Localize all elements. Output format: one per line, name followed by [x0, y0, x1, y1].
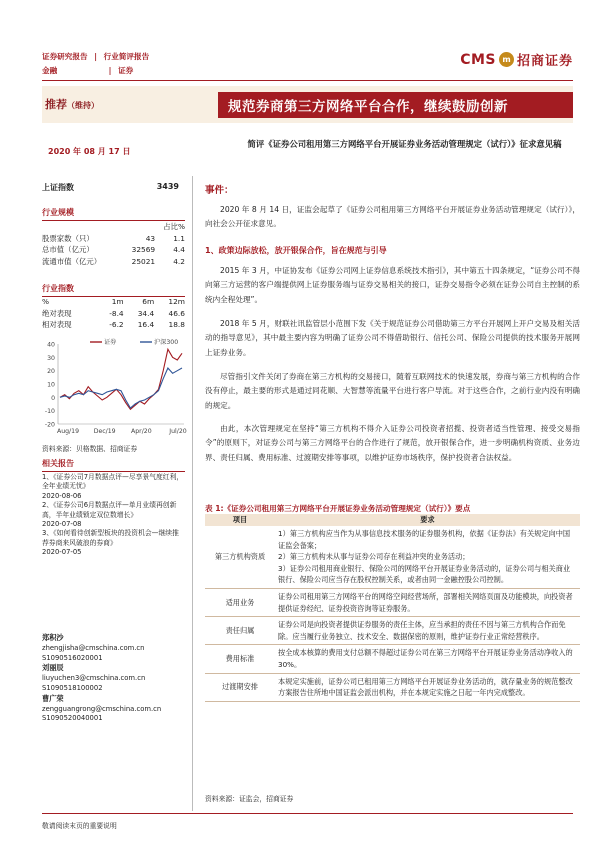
- paragraph-cooperation: 尽管指引文件关闭了券商在第三方机构的交易接口，随着互联网技术的快速发展，券商与第三方机构的合作没有停止，最主要的形式是通过同花顺、大智慧等流量平台进行客户导流。对于这些合作，之前行业内没有明确的规定。: [205, 372, 580, 410]
- scale-name: 总市值（亿元）: [42, 245, 94, 254]
- table-row: [205, 526, 580, 588]
- header-sector: 金融: [42, 66, 58, 75]
- perf-value: -8.4: [109, 308, 124, 318]
- perf-name: 绝对表现: [42, 308, 72, 318]
- analyst-name: 郑积沙: [42, 633, 64, 642]
- performance-chart: [38, 336, 188, 440]
- perf-header: 12m: [168, 297, 185, 306]
- series-line-csi300: [60, 368, 182, 408]
- paragraph-regulation: 由此，本次管理规定在坚持“第三方机构不得介入证券公司投资者招揽、投资者适当性管理、接受交易指令”的原则下，对证券公司与第三方网络平台的合作进行了规范，放开银保合作，进一步明确机构资质、业务边界、责任归属、费用标准、过渡期安排等事项，以维护证券市场秩序，保护投资者合法权益。: [205, 424, 580, 462]
- footer-divider: [42, 813, 573, 814]
- scale-value: 32569: [131, 245, 156, 254]
- header-subsector: 证券: [118, 66, 134, 75]
- perf-value: -6.2: [109, 320, 124, 329]
- y-tick-label: 20: [47, 368, 55, 376]
- y-tick-label: 40: [47, 341, 55, 349]
- scale-name: 股票家数（只）: [42, 233, 94, 243]
- header-report-kind: 行业简评报告: [103, 52, 150, 61]
- analyst-name: 刘丽辰: [42, 663, 64, 673]
- analyst-email[interactable]: zengguangrong@cmschina.com.cn: [42, 704, 162, 713]
- scale-section-title: 行业规模: [42, 207, 185, 221]
- table-source: 资料来源：证监会，招商证券: [205, 795, 294, 803]
- legend-label: 证券: [104, 339, 117, 346]
- analyst-cert: S1090518100002: [42, 683, 103, 692]
- y-tick-label: 0: [51, 394, 55, 402]
- table-row: [42, 256, 185, 268]
- perf-value: 46.6: [168, 308, 185, 318]
- rating: [45, 96, 99, 112]
- cms-logo: [460, 50, 573, 69]
- rating-sub: （维持）: [67, 101, 99, 110]
- logo-emblem-icon: m: [499, 52, 514, 67]
- analyst-block: [42, 633, 161, 724]
- scale-value: 43: [145, 233, 156, 243]
- requirements-table: [205, 514, 580, 702]
- scale-value: 25021: [131, 256, 156, 266]
- table-cell-req: 按全成本核算的费用支付总额不得超过证券公司在第三方网络平台开展证券业务活动净收入的 30%。: [275, 645, 580, 673]
- analyst-cert: S1090516020001: [42, 653, 103, 662]
- related-item[interactable]: 2、《证券公司6月数据点评—单月业绩再创新高，半年业绩锁定双位数增长》: [42, 501, 177, 519]
- table-header-item: 项目: [205, 514, 275, 526]
- event-heading: 事件：: [205, 185, 234, 196]
- header-category: 证券研究报告 | 行业简评报告 金融 | 证券: [42, 50, 149, 78]
- table-row: [42, 244, 185, 256]
- table-cell-req: 证券公司是向投资者提供证券服务的责任主体，应当承担的责任不因与第三方机构合作而免除。应当履行业务独立、技术安全、数据保密的原则，维护证券行业正常经营秩序。: [275, 617, 580, 645]
- table-cell-item: 费用标准: [205, 645, 275, 673]
- paragraph-event: 2020 年 8 月 14 日，证监会起草了《证券公司租用第三方网络平台开展证券业务活动管理规定（试行）》，向社会公开征求意见。: [205, 205, 580, 229]
- footer-note: 敬请阅读末页的重要说明: [42, 822, 117, 830]
- scale-pct: 4.2: [173, 256, 185, 266]
- related-section-title: 相关报告: [42, 458, 185, 472]
- scale-table: [42, 221, 185, 267]
- perf-value: 18.8: [168, 320, 185, 329]
- paragraph-2018: 2018 年 5 月，财联社讯监管层小范围下发《关于规范证券公司借助第三方平台开展网上开户交易及相关活动的指导意见》，其中最主要内容为明确了证券公司不得借助银行、信托公司、保险公司提供的技术服务开展网上证券业务。: [205, 319, 580, 357]
- related-item[interactable]: 1、《证券公司7月数据点评—尽享景气度红利，全年业绩无忧》: [42, 473, 184, 491]
- x-tick-label: Aug/19: [56, 428, 80, 435]
- table-row: [42, 308, 185, 320]
- analyst-email[interactable]: zhengjisha@cmschina.com.cn: [42, 643, 145, 652]
- y-tick-label: -20: [44, 421, 55, 429]
- related-date: 2020-08-06: [42, 491, 82, 500]
- table-header-req: 要求: [275, 514, 580, 526]
- table-cell-item: 第三方机构资质: [205, 526, 275, 588]
- y-tick-label: -10: [44, 408, 55, 416]
- chart-source: 资料来源：贝格数据、招商证券: [42, 445, 138, 453]
- analyst-cert: S1090520040001: [42, 714, 103, 723]
- report-subtitle: 简评《证券公司租用第三方网络平台开展证券业务活动管理规定（试行）》征求意见稿: [247, 139, 562, 149]
- report-title: 规范券商第三方网络平台合作，继续鼓励创新: [218, 92, 573, 118]
- y-tick-label: 30: [47, 354, 55, 362]
- analyst-email[interactable]: liuyuchen3@cmschina.com.cn: [42, 674, 146, 683]
- column-divider: [192, 176, 193, 811]
- logo-cms-text: CMS: [460, 51, 496, 68]
- table-cell-item: 责任归属: [205, 617, 275, 645]
- perf-header: 6m: [142, 297, 155, 306]
- table-cell-req: 证券公司租用第三方网络平台的网络空间经营场所，部署相关网络页面及功能模块，向投资者提供证券经纪、证券投资咨询等证券服务。: [275, 588, 580, 616]
- perf-header: %: [42, 297, 50, 306]
- perf-section-title: 行业指数: [42, 283, 185, 297]
- related-list: [42, 473, 185, 558]
- report-date: 2020 年 08 月 17 日: [48, 147, 131, 156]
- x-tick-label: Apr/20: [130, 428, 152, 435]
- perf-value: 16.4: [137, 320, 155, 329]
- related-date: 2020-07-08: [42, 520, 82, 529]
- related-item[interactable]: 3、《如何看待创新型板块的投资机会—继续推荐券商来风破浪的券商》: [42, 529, 179, 547]
- analyst-name: 曹广荣: [42, 693, 64, 703]
- logo-cn-text: 招商证券: [516, 54, 573, 69]
- table-row: [205, 588, 580, 616]
- paragraph-2015: 2015 年 3 月，中证协发布《证券公司网上证券信息系统技术指引》，其中第五十四条规定，“证券公司不得向第三方运营的客户端提供网上证券服务端与证券交易相关的接口，证券交易指令必须在证券公司自主控制的系统内全程处理”。: [205, 266, 580, 304]
- related-date: 2020-07-05: [42, 548, 82, 557]
- scale-pct: 1.1: [173, 233, 185, 243]
- section-heading-1: 1、政策边际放松，放开银保合作，旨在规范与引导: [205, 246, 387, 255]
- perf-header: 1m: [111, 297, 124, 306]
- series-line-securities: [60, 349, 182, 409]
- scale-pct: 4.4: [173, 245, 185, 254]
- table-cell-item: 过渡期安排: [205, 673, 275, 701]
- table-cell-req: 1）第三方机构应当作为从事信息技术服务的证券服务机构，依据《证券法》有关规定向中国证监会备案； 2）第三方机构未从事与证券公司存在利益冲突的业务活动； 3）证券公司租用商业银行、保险公司的网络平台开展证券业务活动的，证券公司与相关商业银行、保险公司应当存在股权控制关系，或者由同一金融控股公司控制。: [275, 526, 580, 588]
- header-divider: [42, 80, 573, 81]
- legend-label: 沪深300: [154, 339, 179, 346]
- perf-value: 34.4: [137, 308, 155, 318]
- table-row: [42, 319, 185, 331]
- x-tick-label: Jul/20: [169, 428, 187, 435]
- table-row: [205, 673, 580, 701]
- table-row: [42, 233, 185, 245]
- index-label: 上证指数: [42, 183, 74, 192]
- scale-header: 占比%: [163, 222, 185, 231]
- perf-table: [42, 296, 185, 331]
- table-row: [205, 617, 580, 645]
- index-value: 3439: [156, 182, 179, 191]
- index-row: [42, 182, 185, 193]
- x-tick-label: Dec/19: [93, 428, 116, 435]
- table-row: [205, 645, 580, 673]
- y-tick-label: 10: [47, 381, 55, 389]
- table-cell-req: 本规定实施前，证券公司已租用第三方网络平台开展证券业务活动的，就存量业务的规范整改方案报告住所地中国证监会派出机构，并在本规定实施之日起一年内完成整改。: [275, 673, 580, 701]
- scale-name: 流通市值（亿元）: [42, 256, 102, 266]
- table-caption: 表 1:《证券公司租用第三方网络平台开展证券业务活动管理规定（试行）》要点: [205, 504, 471, 513]
- perf-name: 相对表现: [42, 320, 72, 329]
- table-cell-item: 适用业务: [205, 588, 275, 616]
- header-report-type: 证券研究报告: [42, 52, 88, 61]
- rating-label: 推荐: [45, 98, 67, 111]
